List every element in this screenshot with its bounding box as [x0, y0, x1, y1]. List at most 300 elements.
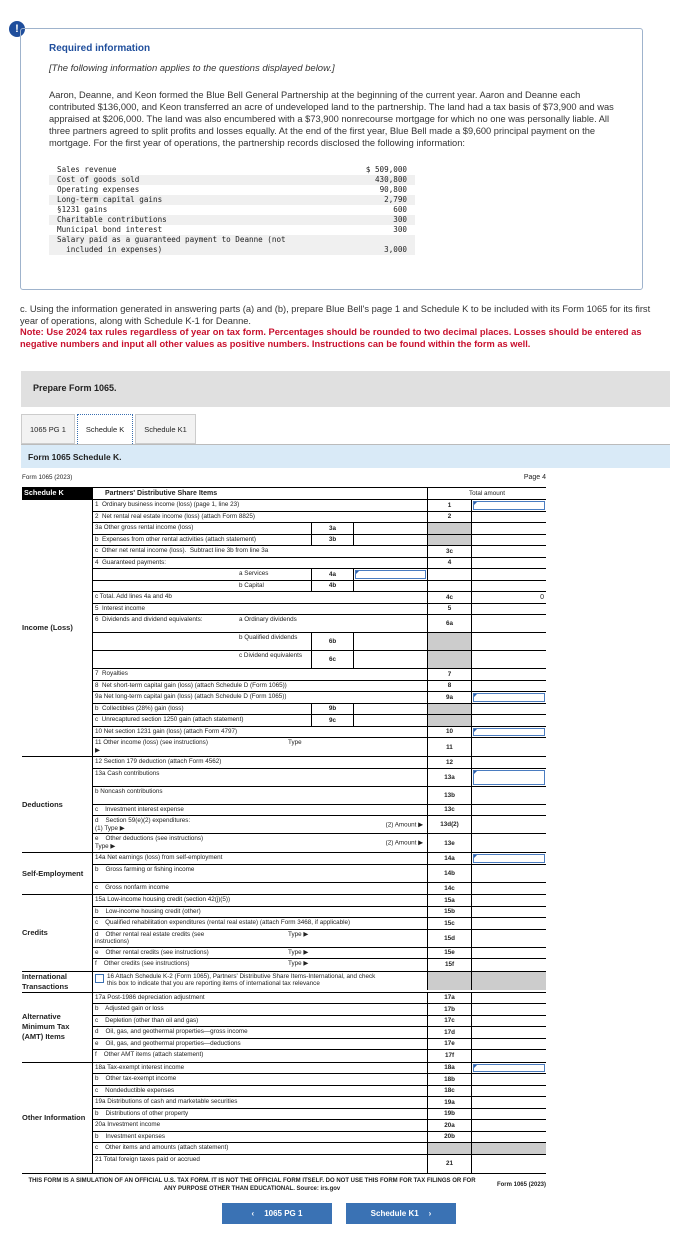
amount-cell	[472, 1143, 546, 1154]
form-line-14a	[93, 853, 546, 865]
amount-cell[interactable]	[472, 918, 546, 929]
amount-cell[interactable]	[472, 604, 546, 615]
line-text: c Other items and amounts (attach statement)	[95, 1144, 229, 1151]
line-number: 13d(2)	[427, 816, 472, 833]
section-rows	[93, 993, 546, 1062]
form-line-11	[93, 738, 546, 756]
line-number: 20a	[427, 1120, 472, 1131]
amount-cell[interactable]	[472, 948, 546, 959]
amount-input[interactable]	[473, 770, 545, 785]
line-description	[93, 1109, 427, 1120]
line-text: e Oil, gas, and geothermal properties—deductions	[95, 1039, 241, 1047]
line-description	[93, 853, 427, 864]
line-number: 18a	[427, 1063, 472, 1074]
record-row	[49, 235, 415, 255]
line-number: 14c	[427, 883, 472, 895]
line-number: 17d	[427, 1027, 472, 1038]
amount-value: 0	[540, 593, 544, 601]
line-number	[427, 523, 472, 534]
amount-cell[interactable]	[472, 1016, 546, 1027]
form-line-7	[93, 669, 546, 681]
line-text: c Qualified rehabilitation expenditures (rental real estate) (attach Form 3468, if applicable)	[95, 919, 351, 926]
form-line-13e	[93, 834, 546, 852]
page-number: Page 4	[523, 474, 546, 481]
info-paragraph: Aaron, Deanne, and Keon formed the Blue Bell General Partnership at the beginning of the current year. Aaron and Deanne each contributed $136,000, and Keon transferred an acre of undeveloped land to the partnership. The land had a tax basis of $73,900 and was appraised at $206,000. The land was also encumbered with a $73,900 nonrecourse mortgage for which no one was personally liable. All three partners agreed to split profits and losses equally. At the end of the first year, Blue Bell made a $9,600 principal payment on the mortgage. For the first year of operations, the partnership records disclosed the following information:	[49, 90, 614, 148]
line-number: 17a	[427, 993, 472, 1004]
line-number	[427, 569, 472, 580]
form-line-14b	[93, 865, 546, 883]
prepare-label: Prepare Form 1065.	[21, 371, 670, 407]
amount-cell[interactable]	[472, 787, 546, 804]
amount-cell[interactable]	[472, 1074, 546, 1085]
inner-amount	[354, 704, 427, 715]
record-value: 300	[393, 215, 407, 224]
info-subheading: [The following information applies to the questions displayed below.]	[49, 63, 335, 74]
line-text: 5 Interest income	[95, 604, 146, 612]
line-description	[93, 592, 427, 603]
line-description	[93, 523, 427, 534]
inner-field	[311, 569, 427, 580]
tab-schedule-k1[interactable]: Schedule K1	[135, 414, 196, 444]
line-number	[427, 633, 472, 650]
line-number: 18c	[427, 1086, 472, 1097]
amount-cell[interactable]	[472, 535, 546, 546]
line-text: 4 Guaranteed payments:	[95, 558, 167, 566]
schedule-label: Schedule K	[22, 487, 93, 499]
sub-label: a Services	[239, 570, 269, 577]
amount-cell[interactable]	[472, 816, 546, 833]
form-line-21	[93, 1155, 546, 1173]
line-text: d Other rental real estate credits (see instructions)	[95, 930, 205, 945]
line-description	[93, 604, 427, 615]
type-label: Type	[288, 739, 302, 746]
amount-cell[interactable]	[472, 1027, 546, 1038]
amount-cell[interactable]	[472, 834, 546, 852]
line-text: 1 Ordinary business income (loss) (page 1, line 23)	[95, 501, 240, 508]
line-description	[93, 805, 427, 816]
section-label: Self-Employment	[22, 853, 93, 894]
amount-cell[interactable]	[472, 1132, 546, 1143]
form-line-17c	[93, 1016, 546, 1028]
line-number: 19a	[427, 1097, 472, 1108]
tab-1065-pg-1[interactable]: 1065 PG 1	[21, 414, 75, 444]
type-label: Type ▶	[288, 948, 309, 956]
form-line-15d	[93, 930, 546, 948]
record-value: 3,000	[384, 245, 407, 254]
line-number: 4	[427, 558, 472, 569]
inner-amount-input[interactable]	[355, 570, 426, 579]
record-row	[49, 205, 415, 215]
amount-cell[interactable]	[472, 681, 546, 692]
inner-amount	[354, 581, 427, 592]
section-label: Alternative Minimum Tax (AMT) Items	[22, 993, 93, 1062]
amount-cell[interactable]	[472, 715, 546, 726]
amount-cell[interactable]	[472, 523, 546, 534]
prev-button[interactable]	[222, 1203, 332, 1224]
line-text: 14a Net earnings (loss) from self-employment	[95, 854, 223, 861]
section-credits	[22, 895, 546, 972]
form-line-4	[93, 558, 546, 570]
line-number: 3c	[427, 546, 472, 557]
prev-label: 1065 PG 1	[264, 1208, 303, 1218]
form-line-15c	[93, 918, 546, 930]
amount-cell[interactable]	[472, 1039, 546, 1050]
sub-label: a Ordinary dividends	[239, 616, 297, 623]
record-row	[49, 195, 415, 205]
section-rows	[93, 853, 546, 894]
section-rows	[93, 500, 546, 756]
line-number: 10	[427, 727, 472, 738]
line-text: c Depletion (other than oil and gas)	[95, 1016, 199, 1024]
line-text: b Other tax-exempt income	[95, 1075, 177, 1082]
inner-amount	[354, 535, 427, 546]
line-description	[93, 1063, 427, 1074]
form-line-3a	[93, 523, 546, 535]
amount-input[interactable]	[473, 728, 545, 737]
line-number: 20b	[427, 1132, 472, 1143]
amount-input[interactable]	[473, 854, 545, 863]
amount-cell[interactable]	[472, 1155, 546, 1173]
line-description	[93, 715, 427, 726]
line-number: 9a	[427, 692, 472, 703]
amount-cell[interactable]	[472, 1097, 546, 1108]
alert-icon: !	[9, 21, 25, 37]
section-self-employment	[22, 853, 546, 895]
line-text: c Unrecaptured section 1250 gain (attach statement)	[95, 716, 244, 723]
tab-schedule-k[interactable]: Schedule K	[77, 414, 133, 444]
form-line-13b	[93, 787, 546, 805]
form-id: Form 1065 (2023)	[22, 474, 73, 481]
amount-cell[interactable]	[472, 1004, 546, 1015]
next-label: Schedule K1	[370, 1208, 419, 1218]
total-amount-header: Total amount	[427, 487, 546, 499]
line-number: 18b	[427, 1074, 472, 1085]
line-number	[427, 715, 472, 726]
amount-cell[interactable]	[472, 1086, 546, 1097]
form-line-18a	[93, 1063, 546, 1075]
amount-cell[interactable]	[472, 615, 546, 632]
record-row	[49, 225, 415, 235]
question	[20, 304, 670, 350]
form-line-14c	[93, 883, 546, 895]
inner-amount[interactable]	[354, 569, 427, 580]
amount-cell[interactable]	[472, 592, 546, 603]
line-text: 20a Investment income	[95, 1121, 161, 1128]
form-line-15e	[93, 948, 546, 960]
form-line-17e	[93, 1039, 546, 1051]
line-text: d Oil, gas, and geothermal properties—gross income	[95, 1028, 248, 1035]
form-line-13a	[93, 769, 546, 787]
form-line-3b	[93, 535, 546, 547]
line-description	[93, 727, 427, 738]
line-number: 13e	[427, 834, 472, 852]
required-info-panel	[20, 28, 643, 290]
type-label: Type ▶	[288, 960, 309, 967]
line-description	[93, 581, 427, 592]
record-value: 2,790	[384, 195, 407, 204]
form-line-12	[93, 757, 546, 769]
line-description	[93, 1086, 427, 1097]
line-text: 10 Net section 1231 gain (loss) (attach Form 4797)	[95, 727, 238, 735]
inner-line-number: 4b	[311, 581, 354, 592]
line-number: 4c	[427, 592, 472, 603]
amount-cell[interactable]	[472, 993, 546, 1004]
form-line-17b	[93, 1004, 546, 1016]
line-description	[93, 1016, 427, 1027]
amount-cell[interactable]	[472, 907, 546, 918]
line-text: b Distributions of other property	[95, 1109, 189, 1117]
amount-cell[interactable]	[472, 581, 546, 592]
form-line-3c	[93, 546, 546, 558]
form-line-5	[93, 604, 546, 616]
chevron-left-icon: ‹	[251, 1208, 255, 1218]
record-label: §1231 gains	[57, 205, 108, 214]
line-description	[93, 993, 427, 1004]
amount-input[interactable]	[473, 693, 545, 702]
line-description	[93, 633, 427, 650]
form-line-19b	[93, 1109, 546, 1121]
line-description	[93, 930, 427, 947]
line-text: b Adjusted gain or loss	[95, 1005, 164, 1012]
line-number: 17f	[427, 1050, 472, 1062]
amount-label: (2) Amount ▶	[385, 839, 423, 847]
line-text: b Gross farming or fishing income	[95, 865, 195, 873]
amount-cell[interactable]	[472, 895, 546, 906]
record-value: $ 509,000	[365, 165, 407, 174]
line-number: 15e	[427, 948, 472, 959]
line-text: 8 Net short-term capital gain (loss) (attach Schedule D (Form 1065))	[95, 681, 287, 689]
amount-cell[interactable]	[472, 769, 546, 786]
next-button[interactable]	[346, 1203, 456, 1224]
line-number: 8	[427, 681, 472, 692]
section-rows	[93, 757, 546, 852]
form-line-17f	[93, 1050, 546, 1062]
line-description	[93, 1039, 427, 1050]
line-description	[93, 883, 427, 895]
line-description	[93, 918, 427, 929]
inner-field	[311, 523, 427, 534]
inner-line-number: 3b	[311, 535, 354, 546]
line-description	[93, 1097, 427, 1108]
inner-line-number: 4a	[311, 569, 354, 580]
line-description	[93, 816, 427, 833]
form-line-20b	[93, 1132, 546, 1144]
amount-cell[interactable]	[472, 558, 546, 569]
line-text: 17a Post-1986 depreciation adjustment	[95, 993, 205, 1001]
record-label: Sales revenue	[57, 165, 117, 174]
inner-amount	[354, 633, 427, 650]
inner-line-number: 9b	[311, 704, 354, 715]
line-text: 7 Royalties	[95, 670, 128, 677]
inner-amount	[354, 651, 427, 668]
amount-cell[interactable]	[472, 738, 546, 756]
line-number: 13a	[427, 769, 472, 786]
line-description	[93, 1132, 427, 1143]
line-number: 15f	[427, 959, 472, 971]
inner-field	[311, 633, 427, 650]
section-label: International Transactions	[22, 972, 93, 992]
amount-cell[interactable]	[472, 704, 546, 715]
form-line-row	[93, 1143, 546, 1155]
amount-cell[interactable]	[472, 633, 546, 650]
line-number: 7	[427, 669, 472, 680]
record-row	[49, 185, 415, 195]
line-description	[93, 500, 427, 511]
section-income-loss-	[22, 500, 546, 757]
line-number	[427, 972, 472, 990]
sub-label: b Qualified dividends	[239, 634, 298, 641]
line-description	[93, 512, 427, 523]
line-text: b Noncash contributions	[95, 787, 163, 795]
line-description	[93, 692, 427, 703]
question-text: c. Using the information generated in answering parts (a) and (b), prepare Blue Bell's page 1 and Schedule K to be included with its Form 1065 for its first year of operations, along with Schedule K-1 for Deanne.	[20, 304, 651, 326]
line-description	[93, 738, 427, 756]
form-line-13c	[93, 805, 546, 817]
line-text: f Other AMT items (attach statement)	[95, 1051, 204, 1058]
record-label: Charitable contributions	[57, 215, 167, 224]
record-value: 300	[393, 225, 407, 234]
section-deductions	[22, 757, 546, 853]
line-text: f Other credits (see instructions)	[95, 960, 190, 967]
line-description	[93, 546, 427, 557]
form-line-9c	[93, 715, 546, 727]
inner-field	[311, 581, 427, 592]
line-text: 3a Other gross rental income (loss)	[95, 524, 194, 531]
record-row	[49, 165, 415, 175]
amount-cell[interactable]	[472, 546, 546, 557]
line-text: c Other net rental income (loss). Subtract line 3b from line 3a	[95, 547, 269, 554]
inner-field	[311, 651, 427, 668]
form-line-10	[93, 727, 546, 739]
section-international-transactions	[22, 972, 546, 993]
line-text: 6 Dividends and dividend equivalents:	[95, 616, 203, 623]
line-description	[93, 704, 427, 715]
sub-label: b Capital	[239, 581, 264, 589]
amount-cell[interactable]	[472, 865, 546, 882]
form-line-4a	[93, 569, 546, 581]
line-number: 21	[427, 1155, 472, 1173]
amount-cell[interactable]	[472, 1063, 546, 1074]
form-line-19a	[93, 1097, 546, 1109]
line-description	[93, 1027, 427, 1038]
line-text: b Collectibles (28%) gain (loss)	[95, 704, 184, 712]
form-line-18c	[93, 1086, 546, 1098]
line-number	[427, 651, 472, 668]
line-text: 16 Attach Schedule K-2 (Form 1065), Partners' Distributive Share Items-International, and check this box to indicate that you are reporting items of international tax relevance	[107, 972, 376, 987]
line-number: 13c	[427, 805, 472, 816]
inner-field	[311, 704, 427, 715]
line-number: 17b	[427, 1004, 472, 1015]
amount-cell[interactable]	[472, 651, 546, 668]
line-number: 15c	[427, 918, 472, 929]
line-number: 14a	[427, 853, 472, 864]
line-description	[93, 757, 427, 768]
line-number: 2	[427, 512, 472, 523]
amount-cell[interactable]	[472, 727, 546, 738]
section-rows	[93, 895, 546, 971]
amount-cell[interactable]	[472, 930, 546, 947]
line-description	[93, 535, 427, 546]
form-line-20a	[93, 1120, 546, 1132]
amount-cell[interactable]	[472, 669, 546, 680]
line-number: 15a	[427, 895, 472, 906]
section-title: Form 1065 Schedule K.	[21, 444, 670, 468]
section-alternative-minimum-tax-amt-items	[22, 993, 546, 1063]
section-label: Other Information	[22, 1063, 93, 1173]
section-rows	[93, 972, 546, 992]
amount-cell[interactable]	[472, 805, 546, 816]
amount-label: (2) Amount ▶	[385, 820, 423, 828]
line-number: 1	[427, 500, 472, 511]
amount-cell[interactable]	[472, 1120, 546, 1131]
record-label: Salary paid as a guaranteed payment to Deanne (not included in expenses)	[57, 235, 286, 254]
line-number	[427, 535, 472, 546]
amount-cell[interactable]	[472, 1109, 546, 1120]
line-text: e Other rental credits (see instructions)	[95, 948, 209, 956]
form-line-4c	[93, 592, 546, 604]
line-description	[93, 669, 427, 680]
line-number: 15b	[427, 907, 472, 918]
line-number: 17e	[427, 1039, 472, 1050]
amount-cell[interactable]	[472, 959, 546, 971]
amount-cell[interactable]	[472, 692, 546, 703]
line-number: 14b	[427, 865, 472, 882]
line-number: 6a	[427, 615, 472, 632]
line-description	[93, 1143, 427, 1154]
record-row	[49, 175, 415, 185]
chevron-right-icon: ›	[428, 1208, 432, 1218]
line-text: 18a Tax-exempt interest income	[95, 1063, 185, 1071]
amount-cell[interactable]	[472, 500, 546, 511]
line-description	[93, 787, 427, 804]
record-value: 90,800	[379, 185, 407, 194]
form-line-4b	[93, 581, 546, 593]
amount-cell[interactable]	[472, 1050, 546, 1062]
line-description	[93, 1074, 427, 1085]
amount-cell[interactable]	[472, 757, 546, 768]
line-text: 13a Cash contributions	[95, 769, 160, 777]
line-description	[93, 769, 427, 786]
tab-bar	[21, 414, 196, 444]
question-note: Note: Use 2024 tax rules regardless of year on tax form. Percentages should be rounded to two decimal places. Losses should be entered as negative numbers and input all other values as positive numbers. Instructions can be found within the form as well.	[20, 327, 642, 349]
international-checkbox[interactable]	[95, 974, 104, 983]
form-line-15f	[93, 959, 546, 971]
form-line-8	[93, 681, 546, 693]
amount-cell[interactable]	[472, 569, 546, 580]
amount-cell[interactable]	[472, 512, 546, 523]
schedule-k-form	[22, 474, 546, 1224]
line-description	[93, 834, 427, 852]
line-number	[427, 1143, 472, 1154]
required-info-heading: Required information	[49, 43, 151, 54]
line-number: 5	[427, 604, 472, 615]
line-number	[427, 581, 472, 592]
line-text: e Other deductions (see instructions) Type ▶	[95, 835, 204, 850]
line-number: 11	[427, 738, 472, 756]
record-label: Long-term capital gains	[57, 195, 163, 204]
line-number: 19b	[427, 1109, 472, 1120]
line-description	[93, 895, 427, 906]
form-line-row	[93, 972, 546, 990]
form-line-1	[93, 500, 546, 512]
amount-input[interactable]	[473, 1064, 545, 1073]
line-number: 13b	[427, 787, 472, 804]
section-label: Credits	[22, 895, 93, 971]
amount-cell[interactable]	[472, 883, 546, 895]
line-description	[93, 1155, 427, 1173]
amount-cell[interactable]	[472, 853, 546, 864]
amount-input[interactable]	[473, 501, 545, 510]
